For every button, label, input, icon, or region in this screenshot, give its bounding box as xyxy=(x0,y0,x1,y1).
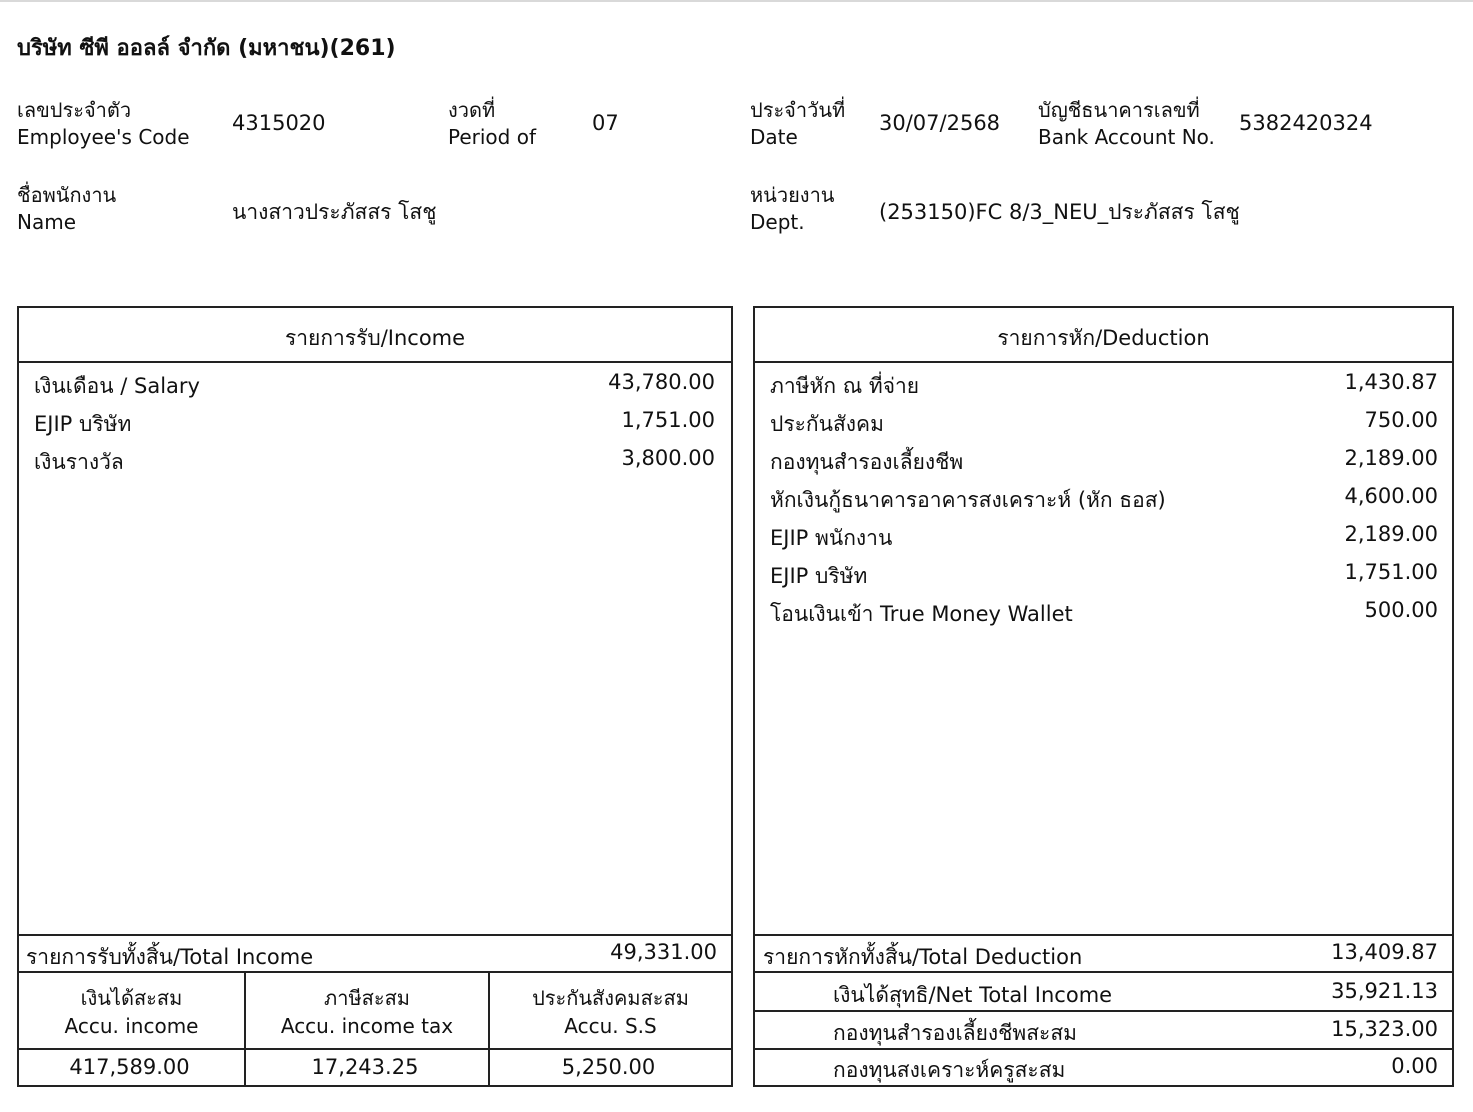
period-value: 07 xyxy=(592,111,619,135)
dept-value: (253150)FC 8/3_NEU_ประภัสสร โสชู xyxy=(879,200,1240,224)
employee-code-label: เลขประจำตัว Employee's Code xyxy=(17,98,190,149)
deduction-item-name: โอนเงินเข้า True Money Wallet xyxy=(770,602,1073,626)
employee-name-value: นางสาวประภัสสร โสชู xyxy=(232,200,437,224)
bank-account-label: บัญชีธนาคารเลขที่ Bank Account No. xyxy=(1038,98,1215,149)
teacher-fund-accu-label: กองทุนสงเคราะห์ครูสะสม xyxy=(833,1058,1066,1082)
income-item-name: เงินเดือน / Salary xyxy=(34,374,200,398)
deduction-total-divider xyxy=(753,934,1454,936)
income-item-name: EJIP บริษัท xyxy=(34,412,132,436)
period-label: งวดที่ Period of xyxy=(448,98,536,149)
deduction-item-amount: 2,189.00 xyxy=(1344,446,1438,470)
net-income-value: 35,921.13 xyxy=(1331,979,1438,1003)
total-deduction-label: รายการหักทั้งสิ้น/Total Deduction xyxy=(763,945,1083,969)
deduction-item-amount: 1,751.00 xyxy=(1344,560,1438,584)
deduction-item-name: ประกันสังคม xyxy=(770,412,884,436)
date-label: ประจำวันที่ Date xyxy=(750,98,846,149)
name-label: ชื่อพนักงาน Name xyxy=(17,183,117,234)
top-divider xyxy=(0,0,1473,2)
deduction-item-name: EJIP พนักงาน xyxy=(770,526,893,550)
deduction-item-name: ภาษีหัก ณ ที่จ่าย xyxy=(770,374,920,398)
deduction-item-name: หักเงินกู้ธนาคารอาคารสงเคราะห์ (หัก ธอส) xyxy=(770,488,1166,512)
income-item-amount: 3,800.00 xyxy=(621,446,715,470)
deduction-item-name: EJIP บริษัท xyxy=(770,564,868,588)
deduction-item-amount: 500.00 xyxy=(1364,598,1438,622)
income-total-divider xyxy=(17,934,733,936)
accu-ss-label: ประกันสังคมสะสม Accu. S.S xyxy=(532,986,689,1038)
employee-code-value: 4315020 xyxy=(232,111,326,135)
accu-income-label: เงินได้สะสม Accu. income xyxy=(64,986,199,1038)
income-title: รายการรับ/Income xyxy=(284,326,466,350)
income-item-amount: 43,780.00 xyxy=(608,370,715,394)
income-item-name: เงินรางวัล xyxy=(34,450,124,474)
dept-label: หน่วยงาน Dept. xyxy=(750,183,835,234)
deduction-header-divider xyxy=(753,361,1454,363)
company-name: บริษัท ซีพี ออลล์ จำกัด (มหาชน)(261) xyxy=(17,36,396,61)
deduction-item-name: กองทุนสำรองเลี้ยงชีพ xyxy=(770,450,964,474)
accu-income-tax-label: ภาษีสะสม Accu. income tax xyxy=(280,986,454,1038)
provident-fund-accu-label: กองทุนสำรองเลี้ยงชีพสะสม xyxy=(833,1021,1077,1045)
deduction-item-amount: 4,600.00 xyxy=(1344,484,1438,508)
total-income-label: รายการรับทั้งสิ้น/Total Income xyxy=(26,945,314,969)
net-income-label: เงินได้สุทธิ/Net Total Income xyxy=(833,983,1113,1007)
deduction-item-amount: 2,189.00 xyxy=(1344,522,1438,546)
deduction-item-amount: 750.00 xyxy=(1364,408,1438,432)
deduction-title: รายการหัก/Deduction xyxy=(997,326,1210,350)
bank-account-value: 5382420324 xyxy=(1239,111,1373,135)
total-income-value: 49,331.00 xyxy=(610,940,717,964)
accu-ss-value: 5,250.00 xyxy=(561,1055,656,1079)
accu-income-value: 417,589.00 xyxy=(69,1055,190,1079)
income-accu-value-divider xyxy=(17,1048,733,1050)
income-item-amount: 1,751.00 xyxy=(621,408,715,432)
total-deduction-value: 13,409.87 xyxy=(1331,940,1438,964)
provident-fund-accu-value: 15,323.00 xyxy=(1331,1017,1438,1041)
date-value: 30/07/2568 xyxy=(879,111,1001,135)
accu-income-tax-value: 17,243.25 xyxy=(311,1055,419,1079)
deduction-item-amount: 1,430.87 xyxy=(1344,370,1438,394)
income-header-divider xyxy=(17,361,733,363)
teacher-fund-accu-value: 0.00 xyxy=(1391,1054,1438,1078)
